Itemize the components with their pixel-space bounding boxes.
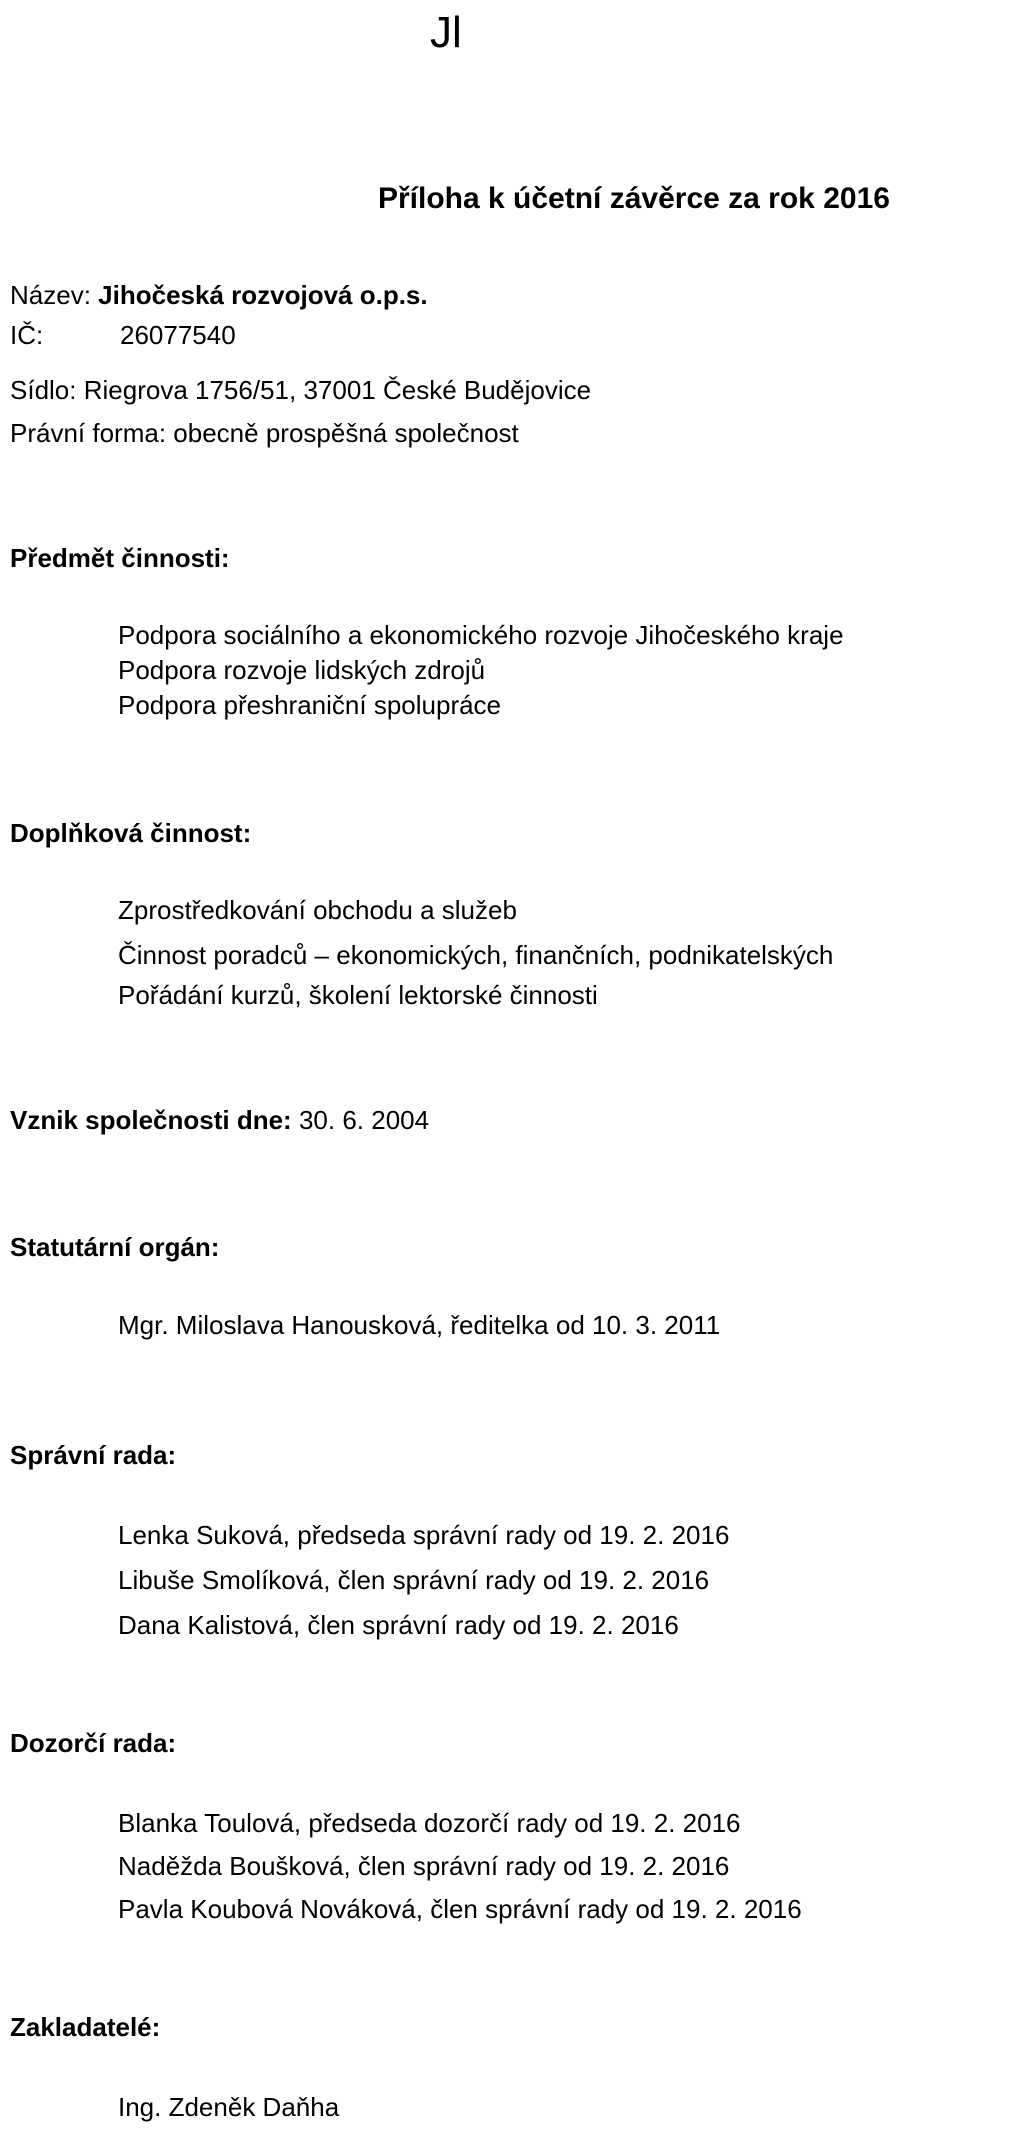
org-ic-label: IČ:: [10, 320, 44, 350]
supervisory-heading: Dozorčí rada:: [10, 1728, 177, 1758]
main-activity-item: Podpora rozvoje lidských zdrojů: [118, 655, 486, 685]
additional-activity-heading: Doplňková činnost:: [10, 818, 252, 848]
board-member: Dana Kalistová, člen správní rady od 19. 2. 2016: [118, 1610, 679, 1640]
statutory-item: Mgr. Miloslava Hanousková, ředitelka od 10. 3. 2011: [118, 1310, 721, 1340]
founded-row: [10, 1105, 429, 1136]
handwritten-page-mark: Jl: [430, 8, 462, 57]
founders-heading: Zakladatelé:: [10, 2012, 161, 2042]
org-seat-value: Riegrova 1756/51, 37001 České Budějovice: [83, 375, 592, 405]
org-ic-row: [10, 320, 236, 351]
additional-activity-item: Činnost poradců – ekonomických, finančních, podnikatelských: [118, 940, 834, 970]
org-ic-value: 26077540: [120, 320, 236, 350]
board-member: Lenka Suková, předseda správní rady od 19. 2. 2016: [118, 1520, 730, 1550]
founded-label: Vznik společnosti dne:: [10, 1105, 292, 1135]
org-legal-form-value: obecně prospěšná společnost: [173, 418, 519, 448]
org-name-value: Jihočeská rozvojová o.p.s.: [98, 280, 428, 310]
board-heading: Správní rada:: [10, 1440, 177, 1470]
founder-item: Ing. Zdeněk Daňha: [118, 2092, 340, 2122]
board-member: Libuše Smolíková, člen správní rady od 19. 2. 2016: [118, 1565, 710, 1595]
org-legal-form-row: [10, 418, 519, 449]
founded-value: 30. 6. 2004: [298, 1105, 430, 1135]
org-seat-row: [10, 375, 591, 406]
supervisory-member: Blanka Toulová, předseda dozorčí rady od 19. 2. 2016: [118, 1808, 741, 1838]
document-title: Příloha k účetní závěrce za rok 2016: [378, 182, 890, 215]
supervisory-member: Naděžda Boušková, člen správní rady od 19. 2. 2016: [118, 1851, 730, 1881]
supervisory-member: Pavla Koubová Nováková, člen správní rady od 19. 2. 2016: [118, 1894, 802, 1924]
org-seat-label: Sídlo:: [10, 375, 77, 405]
main-activity-item: Podpora přeshraniční spolupráce: [118, 690, 502, 720]
org-legal-form-label: Právní forma:: [10, 418, 167, 448]
additional-activity-item: Zprostředkování obchodu a služeb: [118, 895, 517, 925]
additional-activity-item: Pořádání kurzů, školení lektorské činnosti: [118, 980, 598, 1010]
statutory-heading: Statutární orgán:: [10, 1232, 220, 1262]
org-name-row: [10, 280, 428, 311]
main-activity-item: Podpora sociálního a ekonomického rozvoje Jihočeského kraje: [118, 620, 844, 650]
main-activity-heading: Předmět činnosti:: [10, 543, 230, 573]
org-name-label: Název:: [10, 280, 91, 310]
